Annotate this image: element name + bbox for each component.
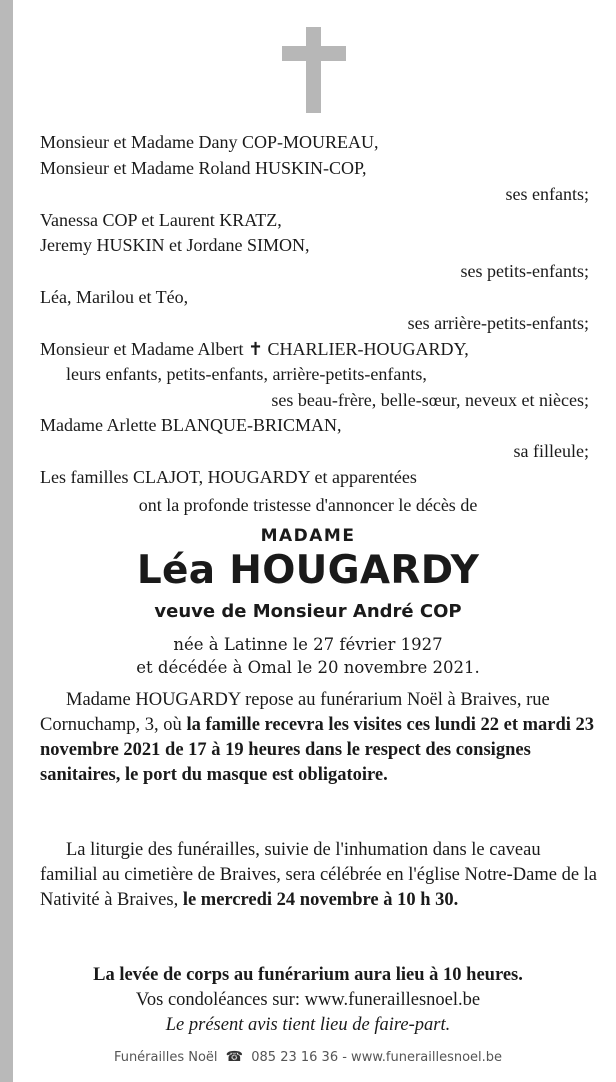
- family-line: leurs enfants, petits-enfants, arrière-petits-enfants,: [66, 364, 427, 384]
- family-line: Vanessa COP et Laurent KRATZ,: [40, 210, 282, 230]
- family-line: Léa, Marilou et Téo,: [40, 287, 189, 307]
- birth-info: née à Latinne le 27 février 1927: [173, 635, 443, 654]
- relation-label: ses enfants;: [505, 184, 589, 204]
- faire-part-note: Le présent avis tient lieu de faire-part.: [165, 1015, 451, 1035]
- deceased-cross-icon: ✝: [247, 339, 264, 359]
- family-line: Monsieur et Madame Dany COP-MOUREAU,: [40, 132, 379, 152]
- visit-paragraph: Madame HOUGARDY repose au funérarium Noël à Braives, rue Cornuchamp, 3, où la famille recevra les visites ces lundi 22 et mardi 23 novembre 2021 de 17 à 19 heures dans le respect des consignes sanitaires, le port du masque est obligatoire.: [40, 690, 595, 785]
- funeral-home-footer: [20, 1049, 596, 1065]
- deceased-name: Léa HOUGARDY: [136, 548, 480, 593]
- condolences-line: Vos condoléances sur: www.funeraillesnoel.be: [135, 990, 481, 1010]
- phone-icon: ☎: [225, 1049, 244, 1065]
- relation-label: ses beau-frère, belle-sœur, neveux et nièces;: [271, 390, 589, 410]
- relation-label: sa filleule;: [513, 441, 589, 461]
- deceased-title: MADAME: [260, 526, 356, 546]
- left-border-bar: [0, 0, 13, 1082]
- family-line: Jeremy HUSKIN et Jordane SIMON,: [40, 235, 310, 255]
- family-line: [40, 337, 469, 361]
- family-line: Les familles CLAJOT, HOUGARDY et apparentées: [40, 467, 417, 487]
- relation-label: ses petits-enfants;: [460, 261, 589, 281]
- phone-and-website: 085 23 16 36 - www.funeraillesnoel.be: [251, 1050, 503, 1065]
- liturgy-paragraph: La liturgie des funérailles, suivie de l'inhumation dans le caveau familial au cimetière de Braives, sera célébrée en l'église Notre-Dame de la Nativité à Braives, le mercredi 24 novembre à 10 h 30.: [40, 840, 598, 910]
- funeral-home-name: Funérailles Noël: [113, 1050, 218, 1065]
- death-info: et décédée à Omal le 20 novembre 2021.: [136, 658, 480, 677]
- announcement: ont la profonde tristesse d'annoncer le décès de: [138, 495, 478, 515]
- family-line: Madame Arlette BLANQUE-BRICMAN,: [40, 415, 342, 435]
- relation-label: ses arrière-petits-enfants;: [407, 313, 589, 333]
- family-line: Monsieur et Madame Roland HUSKIN-COP,: [40, 158, 367, 178]
- family-line-part: CHARLIER-HOUGARDY,: [267, 339, 469, 359]
- cross-icon: [282, 27, 346, 113]
- widow-of: veuve de Monsieur André COP: [154, 601, 462, 622]
- levee-notice: La levée de corps au funérarium aura lieu à 10 heures.: [93, 965, 523, 985]
- family-line-part: Monsieur et Madame Albert: [40, 339, 244, 359]
